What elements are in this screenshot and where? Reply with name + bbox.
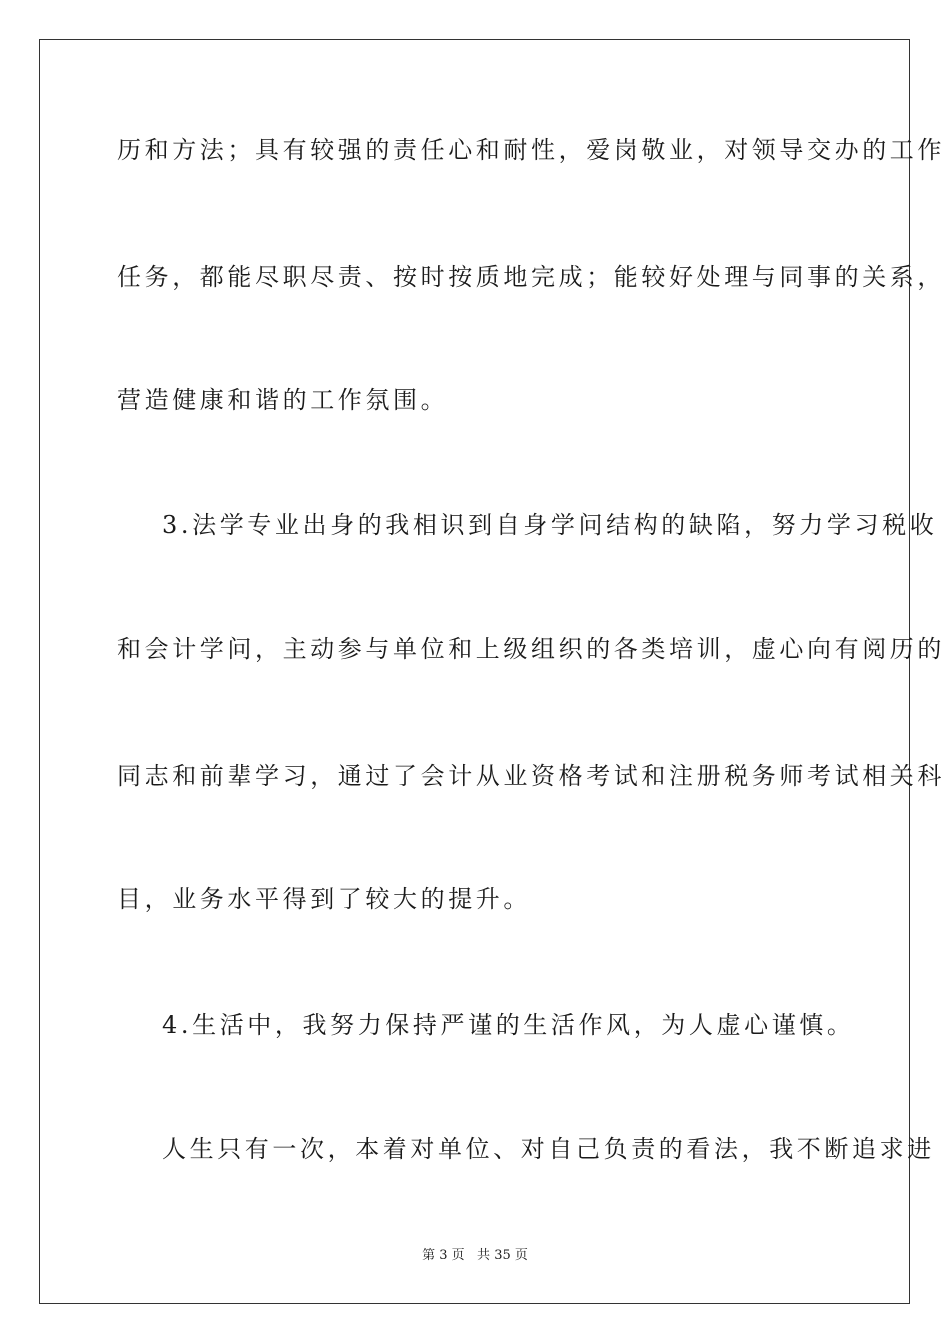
paragraph-line: 4.生活中，我努力保持严谨的生活作风，为人虚心谨慎。 [162, 1011, 855, 1039]
paragraph-line: 任务，都能尽职尽责、按时按质地完成；能较好处理与同事的关系， [117, 263, 945, 291]
paragraph-line: 3.法学专业出身的我相识到自身学问结构的缺陷，努力学习税收 [162, 511, 938, 539]
paragraph-line: 和会计学问，主动参与单位和上级组织的各类培训，虚心向有阅历的 [117, 635, 945, 663]
paragraph-line: 历和方法；具有较强的责任心和耐性，爱岗敬业，对领导交办的工作 [117, 136, 945, 164]
page-border [39, 39, 910, 1304]
paragraph-line: 营造健康和谐的工作氛围。 [117, 386, 449, 414]
page-number-footer: 第 3 页 共 35 页 [422, 1248, 528, 1263]
paragraph-line: 同志和前辈学习，通过了会计从业资格考试和注册税务师考试相关科 [117, 762, 945, 790]
paragraph-line: 人生只有一次，本着对单位、对自己负责的看法，我不断追求进 [162, 1135, 935, 1163]
paragraph-line: 目，业务水平得到了较大的提升。 [117, 885, 531, 913]
